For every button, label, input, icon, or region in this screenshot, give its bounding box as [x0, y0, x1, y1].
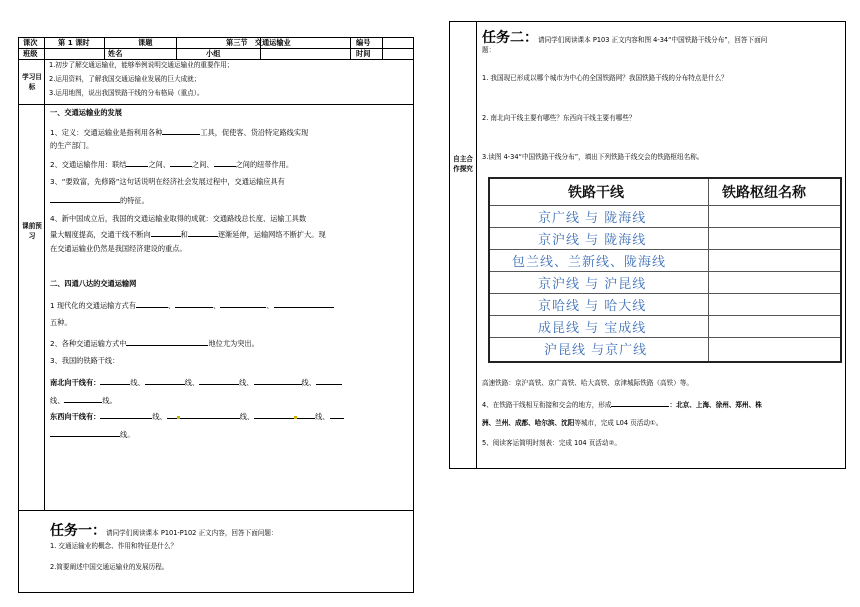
goals-label: 学习目标	[22, 73, 42, 91]
goal-item: 3.运用地图，说出我国铁路干线的分布格局（重点）。	[49, 89, 204, 97]
question-hub-cont: 洲、兰州、成都、哈尔滨、沈阳等城市，完成 L04 页活动①。	[482, 419, 663, 427]
header-topic-value: 第三节 交通运输业	[226, 38, 291, 47]
task-1-question: 2.简要阐述中国交通运输业的发展历程。	[50, 563, 169, 571]
question-4-cont: 量大幅度提高，交通干线不断向 和 逐渐延伸，运输网络不断扩大。现	[50, 230, 326, 239]
table-cell-line: 成昆线 与 宝成线	[538, 321, 647, 336]
question-hub: 4、在铁路干线相互衔接和交会的地方，形成 ：北京、上海、徐州、郑州、株	[482, 401, 762, 409]
task-2-intro-cont: 题：	[482, 46, 496, 54]
header-label-topic: 课题	[138, 38, 153, 47]
task-1-title: 任务一：	[50, 523, 106, 539]
question-5: 1 现代化的交通运输方式有 、 、 、	[50, 300, 334, 311]
header-label-time: 时间	[356, 49, 371, 58]
question-7: 3、我国的铁路干线：	[50, 356, 120, 365]
question-timetable: 5、阅读客运简明时刻表：完成 104 页活动②。	[482, 439, 621, 447]
goal-item: 1.初步了解交通运输业，能够举例说明交通运输业的重要作用；	[49, 61, 234, 69]
blank-field[interactable]	[50, 195, 120, 203]
hub-answer-field[interactable]	[710, 206, 838, 226]
goal-item: 2.运用资料，了解我国交通运输业发展的巨大成就；	[49, 75, 201, 83]
task-2-question: 2. 南北向干线主要有哪些？东西向干线主要有哪些？	[482, 114, 636, 122]
table-cell-line: 京广线 与 陇海线	[538, 211, 647, 226]
hub-answer-field[interactable]	[710, 316, 838, 336]
ew-lines-cont: 线。	[50, 429, 134, 440]
question-6: 2、各种交通运输方式中 地位尤为突出。	[50, 339, 259, 348]
task-2	[482, 27, 767, 47]
blank-field[interactable]	[170, 159, 192, 167]
frame-right	[413, 37, 414, 592]
table-header: 铁路枢纽名称	[722, 185, 806, 201]
header-label-name: 姓名	[108, 49, 123, 58]
hub-answer-field[interactable]	[710, 272, 838, 292]
table-cell-line: 京哈线 与 哈大线	[538, 299, 647, 314]
preview-label: 课前预习	[22, 222, 42, 240]
ew-lines: 东西向干线有： 线、 线、 线、	[50, 411, 344, 422]
table-cell-line: 京沪线 与 陇海线	[538, 233, 647, 248]
table-cell-line: 京沪线 与 沪昆线	[538, 277, 647, 292]
question-3: 3、“要致富，先修路”这句话说明在经济社会发展过程中，交通运输应具有	[50, 177, 285, 186]
header-label-lesson: 课次	[23, 38, 38, 47]
hub-answer-field[interactable]	[710, 338, 838, 358]
task-2-question: 3.读图 4-34“中国铁路干线分布”，填出下列铁路干线交会的铁路枢纽名称。	[482, 153, 704, 161]
ns-lines-cont: 线、 线。	[50, 396, 117, 405]
hub-answer-field[interactable]	[710, 250, 838, 270]
high-speed-rail-note: 高速铁路：京沪高铁、京广高铁、哈大高铁、京津城际铁路（高铁）等。	[482, 379, 693, 387]
header-label-class: 班级	[23, 49, 38, 58]
table-cell-line: 沪昆线 与京广线	[544, 343, 648, 358]
frame-left	[18, 37, 19, 592]
blank-field[interactable]	[126, 338, 208, 346]
side-label: 自主合作探究	[453, 155, 473, 173]
section-1-title: 一、交通运输业的发展	[50, 108, 122, 117]
question-5-cont: 五种。	[50, 318, 72, 327]
table-cell-line: 包兰线、兰新线、陇海线	[512, 255, 667, 270]
task-2-intro: 请同学们阅读课本 P103 正文内容和图 4-34“中国铁路干线分布”，回答下面问	[538, 36, 768, 44]
frame-bottom	[18, 592, 414, 593]
railway-hub-table	[488, 177, 842, 363]
header-label-group: 小组	[206, 49, 221, 58]
question-3-cont: 的特征。	[50, 195, 149, 206]
hub-answer-field[interactable]	[710, 228, 838, 248]
task-2-question: 1. 我国现已形成以哪个城市为中心的全国铁路网？我国铁路干线的分布特点是什么？	[482, 74, 728, 82]
question-2: 2、交通运输作用：联结 之间、 之间、 之间的纽带作用。	[50, 160, 294, 169]
question-1-cont: 的生产部门。	[50, 141, 94, 150]
task-1	[50, 520, 278, 540]
blank-field[interactable]	[611, 399, 669, 407]
blank-field[interactable]	[126, 159, 148, 167]
question-1: 1、定义：交通运输业是指利用各种 工具，促使客、货沿特定路线实现	[50, 128, 309, 137]
task-2-title: 任务二：	[482, 30, 538, 46]
blank-field[interactable]	[162, 127, 200, 135]
table-header: 铁路干线	[568, 185, 624, 201]
blank-field[interactable]	[214, 159, 236, 167]
task-1-question: 1. 交通运输业的概念、作用和特征是什么？	[50, 542, 178, 550]
task-1-intro: 请同学们阅读课本 P101-P102 正文内容，回答下面问题：	[106, 529, 278, 537]
question-4-end: 在交通运输业仍然是我国经济建设的重点。	[50, 244, 187, 253]
hub-answer-field[interactable]	[710, 294, 838, 314]
question-4: 4、新中国成立后，我国的交通运输业取得的成就：交通路线总长度、运输工具数	[50, 214, 307, 223]
blank-field[interactable]	[151, 229, 181, 237]
header-label-number: 编号	[356, 38, 371, 47]
section-2-title: 二、四通八达的交通运输网	[50, 279, 137, 288]
header-lesson-value: 第 1 课时	[58, 38, 90, 47]
blank-field[interactable]	[188, 229, 218, 237]
ns-lines: 南北向干线有： 线、 线、 线、 线、	[50, 377, 342, 388]
